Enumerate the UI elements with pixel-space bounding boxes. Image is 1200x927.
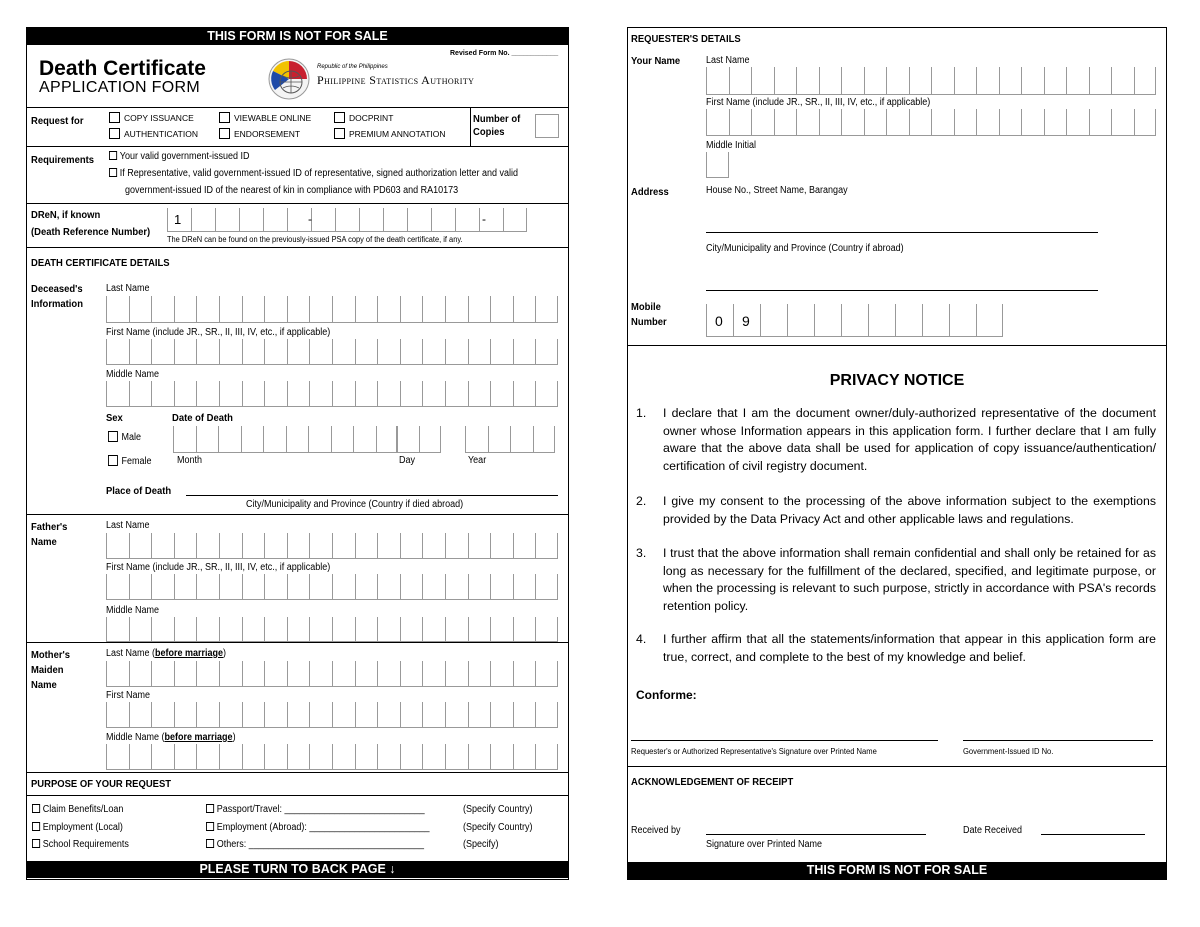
mobile-prefix-9: 9 [742, 313, 750, 329]
agency-republic: Republic of the Philippines [317, 64, 388, 70]
front-page [26, 27, 569, 880]
mother-middle-name-boxes[interactable] [106, 744, 558, 770]
date-received-label: Date Received [963, 825, 1023, 836]
father-last-name-boxes[interactable] [106, 533, 558, 559]
requirement-representative[interactable]: If Representative, valid government-issued ID of representative, signed authorization letter and valid [109, 168, 518, 179]
death-month-boxes[interactable] [173, 426, 398, 453]
signature-printed-caption: Signature over Printed Name [706, 839, 823, 850]
specify-country-1: (Specify Country) [463, 804, 533, 815]
checkbox[interactable] [206, 804, 214, 813]
father-first-name-label: First Name (include JR., SR., II, III, IV, etc., if applicable) [106, 562, 331, 573]
checkbox[interactable] [32, 839, 40, 848]
dren-sublabel: (Death Reference Number) [31, 226, 151, 238]
dren-label: DReN, if known [31, 209, 101, 221]
privacy-notice-3: 3. I trust that the above information shall remain confidential and shall only be retained for as long as necessary for the fulfillment of the declared, specified, and legitimate purpose, or when the processing is relevant to such purpose, strictly in accordance with PSA's records retention policy. [636, 546, 1156, 613]
received-by-label: Received by [631, 825, 681, 836]
dren-dash-2: - [482, 212, 486, 226]
checkbox[interactable] [334, 128, 345, 139]
request-for-label: Request for [31, 115, 84, 127]
deceased-middle-name-boxes[interactable] [106, 381, 558, 407]
death-year-boxes[interactable] [465, 426, 555, 453]
dren-prefix: 1 [174, 212, 182, 227]
privacy-notice-1: 1. I declare that I am the document owner/duly-authorized representative of the document owner whose Information appears in this application form. I further declare that I am fully aware that the above data shall be used for application of copy issuance/authentication/ certification of civil registry document. [636, 406, 1156, 473]
father-label: Father's Name [31, 521, 68, 548]
revised-form-no: Revised Form No. ____________ [450, 50, 559, 57]
requirements-label: Requirements [31, 154, 95, 166]
privacy-notice-title: PRIVACY NOTICE [829, 372, 965, 389]
mother-middle-name-label: Middle Name (before marriage) [106, 732, 236, 743]
requirement-own-id[interactable]: Your valid government-issued ID [109, 151, 250, 162]
copies-input[interactable] [535, 114, 559, 138]
specify-other: (Specify) [463, 839, 499, 850]
checkbox[interactable] [109, 112, 120, 123]
purpose-others[interactable]: Others: ___________________________________ [206, 839, 424, 850]
ack-heading: ACKNOWLEDGEMENT OF RECEIPT [631, 776, 794, 788]
checkbox[interactable] [334, 112, 345, 123]
father-middle-name-label: Middle Name [106, 605, 160, 616]
deceased-first-name-boxes[interactable] [106, 339, 558, 365]
checkbox[interactable] [32, 804, 40, 813]
requester-heading: REQUESTER'S DETAILS [631, 33, 741, 45]
purpose-claim-benefits[interactable]: Claim Benefits/Loan [32, 804, 123, 815]
option-copy-issuance[interactable]: COPY ISSUANCE [109, 112, 194, 123]
sex-label: Sex [106, 412, 123, 424]
conforme-label: Conforme: [636, 688, 697, 702]
mother-first-name-boxes[interactable] [106, 702, 558, 728]
turn-page-banner: PLEASE TURN TO BACK PAGE ↓ [27, 861, 568, 878]
mobile-label: Mobile Number [631, 301, 667, 328]
death-details-heading: DEATH CERTIFICATE DETAILS [31, 257, 170, 269]
deceased-last-name-label: Last Name [106, 283, 150, 294]
checkbox[interactable] [108, 431, 118, 442]
mother-last-name-boxes[interactable] [106, 661, 558, 687]
purpose-employment-abroad[interactable]: Employment (Abroad): ________________________ [206, 822, 429, 833]
your-name-label: Your Name [631, 55, 681, 67]
option-viewable-online[interactable]: VIEWABLE ONLINE [219, 112, 311, 123]
checkbox[interactable] [219, 128, 230, 139]
checkbox[interactable] [109, 168, 117, 177]
specify-country-2: (Specify Country) [463, 822, 533, 833]
place-of-death-label: Place of Death [106, 485, 172, 497]
checkbox[interactable] [108, 455, 118, 466]
dren-boxes[interactable] [167, 208, 527, 232]
checkbox[interactable] [32, 822, 40, 831]
gov-id-caption: Government-Issued ID No. [963, 747, 1054, 756]
purpose-heading: PURPOSE OF YOUR REQUEST [31, 778, 172, 790]
gov-id-input[interactable] [963, 740, 1153, 741]
address-line1-input[interactable] [706, 232, 1098, 233]
address-label: Address [631, 186, 669, 198]
address-line2-input[interactable] [706, 290, 1098, 291]
deceased-first-name-label: First Name (include JR., SR., II, III, IV, etc., if applicable) [106, 327, 331, 338]
date-received-input[interactable] [1041, 834, 1145, 835]
date-of-death-label: Date of Death [172, 412, 233, 424]
father-first-name-boxes[interactable] [106, 574, 558, 600]
middle-initial-label: Middle Initial [706, 140, 757, 151]
place-caption: City/Municipality and Province (Country if died abroad) [246, 499, 464, 510]
option-docprint[interactable]: DOCPRINT [334, 112, 393, 123]
death-day-boxes[interactable] [396, 426, 441, 453]
privacy-notice-2: 2. I give my consent to the processing of the above information subject to the exemptions provided by the Data Privacy Act and other applicable laws and regulations. [636, 494, 1156, 526]
mobile-number-boxes[interactable] [706, 304, 1003, 337]
dren-dash-1: - [308, 212, 312, 226]
agency-name: Philippine Statistics Authority [317, 73, 475, 87]
sex-male-option[interactable]: Male [108, 431, 141, 443]
year-caption: Year [468, 455, 487, 466]
middle-initial-box[interactable] [706, 152, 729, 178]
purpose-employment-local[interactable]: Employment (Local) [32, 822, 123, 833]
checkbox[interactable] [206, 839, 214, 848]
received-by-input[interactable] [706, 834, 926, 835]
checkbox[interactable] [109, 128, 120, 139]
day-caption: Day [399, 455, 416, 466]
month-caption: Month [177, 455, 203, 466]
back-page [627, 27, 1167, 880]
sex-female-option[interactable]: Female [108, 455, 152, 467]
mobile-prefix-0: 0 [715, 313, 723, 329]
requester-first-name-boxes[interactable] [706, 109, 1156, 136]
privacy-notice-4: 4. I further affirm that all the statements/information that appear in this application form are true, correct, and complete to the best of my knowledge and belief. [636, 632, 1156, 664]
option-endorsement[interactable]: ENDORSEMENT [219, 128, 300, 139]
requester-last-name-label: Last Name [706, 55, 750, 66]
option-premium-annotation[interactable]: PREMIUM ANNOTATION [334, 128, 446, 139]
psa-seal-icon [267, 57, 311, 101]
mother-last-name-label: Last Name (before marriage) [106, 648, 227, 659]
purpose-school[interactable]: School Requirements [32, 839, 129, 850]
form-subtitle: APPLICATION FORM [39, 79, 200, 96]
signature-caption: Requester's or Authorized Representative's Signature over Printed Name [631, 747, 877, 756]
address-line2-caption: City/Municipality and Province (Country if abroad) [706, 243, 904, 254]
deceased-label: Deceased's Information [31, 283, 83, 310]
deceased-last-name-boxes[interactable] [106, 296, 558, 323]
address-line1-caption: House No., Street Name, Barangay [706, 185, 848, 196]
father-last-name-label: Last Name [106, 520, 150, 531]
father-middle-name-boxes[interactable] [106, 617, 558, 642]
copies-label: Number of Copies [473, 113, 521, 138]
purpose-passport[interactable]: Passport/Travel: ____________________________ [206, 804, 425, 815]
form-title: Death Certificate [39, 57, 206, 80]
option-authentication[interactable]: AUTHENTICATION [109, 128, 198, 139]
signature-input[interactable] [631, 740, 938, 741]
mother-label: Mother's Maiden Name [31, 649, 71, 691]
not-for-sale-banner: THIS FORM IS NOT FOR SALE [27, 28, 568, 45]
deceased-middle-name-label: Middle Name [106, 369, 160, 380]
checkbox[interactable] [219, 112, 230, 123]
checkbox[interactable] [206, 822, 214, 831]
dren-note: The DReN can be found on the previously-issued PSA copy of the death certificate, if any. [167, 235, 463, 244]
requester-first-name-label: First Name (include JR., SR., II, III, IV, etc., if applicable) [706, 97, 931, 108]
checkbox[interactable] [109, 151, 117, 160]
place-of-death-input[interactable] [186, 495, 558, 496]
requirement-representative-cont: government-issued ID of the nearest of kin in compliance with PD603 and RA10173 [125, 185, 459, 196]
requester-last-name-boxes[interactable] [706, 67, 1156, 95]
mother-first-name-label: First Name [106, 690, 151, 701]
not-for-sale-banner-back: THIS FORM IS NOT FOR SALE [628, 862, 1166, 879]
